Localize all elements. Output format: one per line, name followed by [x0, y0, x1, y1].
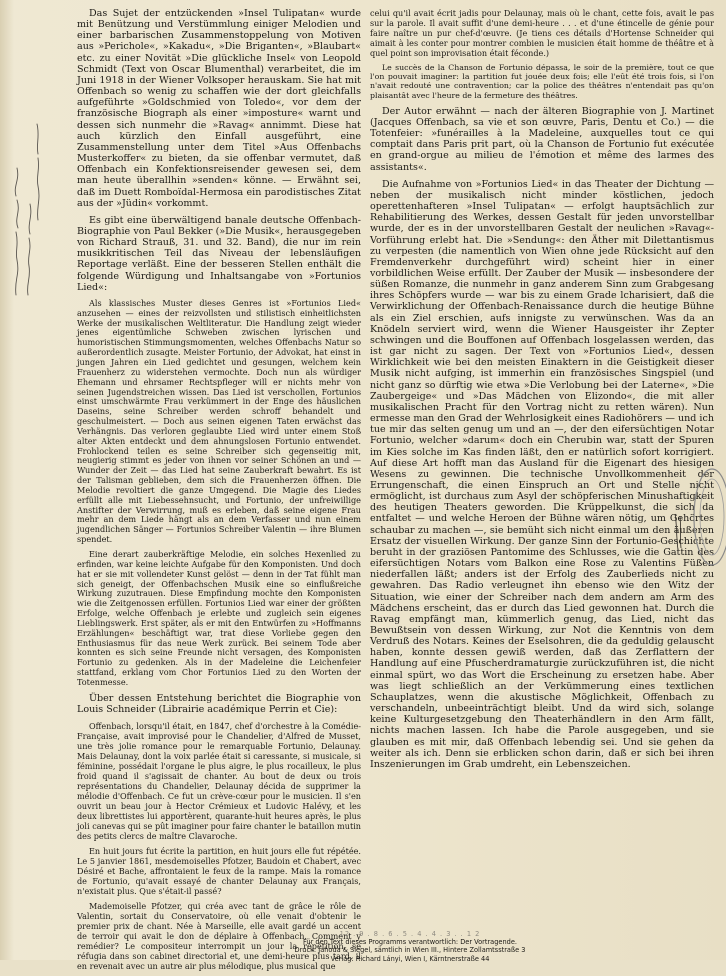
paragraph-martinet-funeral: Der Autor erwähnt — nach der älteren Biographie von J. Martinet (Jacques Offenbach, sa vie et son œuvre, Paris, Dentu et Co.) — die Totenfeier: »funérailles à la Madeleine, auxquelles tout ce qui comptait dans Paris prit part, où la Chanson de Fortunio fut exécutée en grand-orgue au milieu de l'émotion et même des larmes des assistants«.	[370, 105, 714, 173]
paragraph-radio-critique: Die Aufnahme von »Fortunios Lied« in das Theater der Dichtung — neben der musikalisch nicht minder köstlichen, jedoch operettenhafteren »Insel Tulipatan« — erfolgt hauptsächlich zur Rehabilitierung des Werkes, dessen Gestalt für jeden unvorstellbar wurde, der es in der unvorstellbaren Gestalt der neulichen »Ravag«-Vorführung erlebt hat. Die »Sendung«: den Äther mit Dilettantismus zu verpesten (die namentlich von Wien ohne jede Rücksicht auf den Fremdenverkehr durchgeführt wird) scheint hier in einer vorbildlichen Weise erfüllt. Der Zauber der Musik — insbesondere der süßen Romanze, die nunmehr in ganz anderem Sinn zum Grabgesang ihres Schöpfers wurde — war bis zu einem Grade lcharisiert, daß die Verwirklichung der Offenbach-Renaissance durch die heutige Bühne als ein Ziel erschien, aufs innigste zu verwünschen. Was da an Knödeln serviert wird, wenn die Wiener Hausgeister ihr Zepter schwingen und die Bouffonen auf Offenbach losgelassen werden, das ist gar nicht zu sagen. Der Text von »Fortunios Lied«, dessen Wirklichkeit wie bei den meisten Einaktern in die Geistigkeit dieser Musik nicht aufging, ist immerhin ein französisches Singspiel (und nicht ganz so dürftig wie etwa »Die Verlobung bei der Laterne«, »Die Zaubergeige« und »Das Mädchen von Elizondo«, die mit aller musikalischen Pracht für den Vortrag nicht zu retten wären). Nun ermesse man den Grad der Wehrlosigkeit eines Radiohörers — und ich tue mir das selten genug um und an —, der den eifersüchtigen Notar Fortunio, welcher »darum« doch ein Cherubin war, statt der Spuren im Kies solche im Kas finden läßt, den er natürlich sofort korrigiert. Auf diese Art hofft man das Ausland für die Eigenart des hiesigen Wesens zu gewinnen. Die technische Unvollkommenheit der Errungenschaft, die einen Einspruch an Ort und Stelle nicht ermöglicht, ist durchaus zum Asyl der schöpferischen Minushaftigkeit des heutigen Theaters geworden. Die Krüppelkunst, die sich da entfaltet — und welche Heroen der Bühne wären nötig, um Gehörtes schaubar zu machen —, sie bemüht sich nicht einmal um den äußeren Ersatz der visuellen Wirkung. Der ganze Sinn der Fortunio-Geschichte beruht in der graziösen Pantomime des Schlusses, wie die Gattin des eifersüchtigen Notars vom Balkon eine Rose zu Valentins Füßen niederfallen läßt; anders ist der Erfolg des Zauberlieds nicht zu gewahren. Das Radio verleugnet ihn ebenso wie den Witz der Situation, wie einer der Schreiber nach dem andern am Arm des Mädchens erscheint, das er durch das Lied gewonnen hat. Durch die Ravag empfängt man, kümmerlich genug, das Lied, nicht das Bewußtsein von dessen Wirkung, zur Not die Kenntnis von dem Verdruß des Notars. Keines der Eselsohren, die da geduldig gelauscht haben, konnte dessen gewiß werden, daß das Zerflattern der Handlung auf eine Pfuscherdramaturgie zurückzuführen ist, die nicht einmal spürt, wo das Wort die Erscheinung zu ersetzen habe. Aber was liegt schließlich an der Verkümmerung eines textlichen Schauplatzes, wenn die akustische Möglichkeit, Offenbach zu verschandeln, unbeeinträchtigt bleibt. Und da wird sich, solange keine Kulturgesetzgebung den Theaterhändlern in den Arm fällt, nichts machen lassen. Ich habe die Parole ausgegeben, und sie glauben es mit mir, daß Offenbach lebendig sei. Und sie gehen da weiter als ich. Denn sie erblicken schon darin, daß er sich bei ihren Inszenierungen im Grab umdreht, ein Lebenszeichen.	[370, 178, 714, 770]
note-chanson-success: Le succès de la Chanson de Fortunio dépassa, le soir de la première, tout ce que l'on pouvait imaginer: la partition fut jouée deux fois; elle l'eût été trois fois, si l'on n'avait redouté une contravention; car la police des théâtres n'entendait pas qu'on plaisantât avec l'heure de la fermeture des théâtres.	[370, 63, 714, 100]
handwritten-margin-note	[2, 100, 42, 300]
round-stamp-icon	[682, 462, 726, 572]
footer-faint-line: 12 . 9 . 8 . 6 . 5 . 4 . 4 . 3 . . 1 2	[339, 930, 481, 938]
right-column	[370, 8, 714, 776]
footer-printer: Druck: Jahoda & Siegel, sämtlich in Wien III., Hintere Zollamtsstraße 3	[294, 946, 526, 955]
paragraph-bekker-biography: Es gibt eine überwältigend banale deutsche Offenbach-Biographie von Paul Bekker (»Die Musik«, herausgegeben von Richard Strauß, 31. und 32. Band), die nur im rein musikkritischen Teil das Niveau der lebensläufigen Reportage verläßt. Eine der besseren Stellen enthält die folgende Würdigung und Inhaltsangabe von »Fortunios Lied«:	[77, 214, 361, 293]
pencil-scribble-icon	[2, 100, 42, 300]
imprint-footer	[240, 930, 580, 963]
french-quote-pfotzer: Mademoiselle Pfotzer, qui créa avec tant de grâce le rôle de Valentin, sortait du Conservatoire, où elle venait d'obtenir le premier prix de chant. Née à Marseille, elle avait gardé un accent de terroir qui avait le don de déplaire à Offenbach. Comment y remédier? Le compositeur interrompit un jour la répétition, se réfugia dans son cabinet directorial et, une demi-heure plus tard, il en revenait avec un autre air plus mélodique, plus musical que	[77, 901, 361, 972]
left-column	[77, 8, 361, 976]
footer-responsibility: Für den Text dieses Programms verantwortlich: Der Vortragende.	[302, 938, 517, 947]
paragraph-tulipatan: Das Sujet der entzückenden »Insel Tulipatan« wurde mit Benützung und Verstümmlung einiger Melodien und einer barbarischen Zusammenstoppelung von Motiven aus »Perichole«, »Kakadu«, »Die Briganten«, »Blaubart« etc. zu einer Novität »Die glückliche Insel« von Leopold Schmidt (Text von Oscar Blumenthal) verarbeitet, die im Juni 1918 in der Wiener Volksoper herauskam. Sie hat mit Offenbach so wenig zu schaffen wie der dort gleichfalls aufgeführte »Goldschmied von Toledo«, vor dem der französische Biograph als einer »imposture« warnt und dessen sich nunmehr die »Ravag« annimmt. Diese hat auch kürzlich den Einfall ausgeführt, eine Zusammenstellung unter dem Titel »Aus Offenbachs Musterkoffer« zu bieten, da sie offenbar vermutet, daß Offenbach ein Konfektionsreisender gewesen sei, dem man heute überallhin »senden« könne. — Erwähnt sei, daß im Duett Romboïdal-Hermosa ein parodistisches Zitat aus der »Jüdin« vorkommt.	[77, 8, 361, 209]
quote-fortunio-synopsis: Als klassisches Muster dieses Genres ist »Fortunios Lied« anzusehen — eines der reizvollsten und stilistisch einheitlichsten Werke der musikalischen Weltliteratur. Die Handlung zeigt wieder jenes eigentümliche Schweben zwischen lyrischen und humoristischen Stimmungsmomenten, welches Offenbachs Natur so außerordentlich zusagte. Meister Fortunio, der Advokat, hat einst in jungen Jahren ein Lied gedichtet und gesungen, welchem kein Frauenherz zu widerstehen vermochte. Doch nun als würdiger Ehemann und ehrsamer Rechtspfleger will er nichts mehr von seinen Jugendstreichen wissen. Das Lied ist verschollen, Fortunios einst umschwärmte Frau verkümmert in der Enge des häuslichen Daseins, seine Schreiber werden schroff behandelt und geschulmeistert. — Doch aus seinen eigenen Taten erwächst das Verhängnis. Das verloren geglaubte Lied wird unter einem Stoß alter Akten entdeckt und dem ahnungslosen Fortunio entwendet. Frohlockend teilen es seine Schreiber sich gegenseitig mit, neugierig stimmt es jeder von ihnen vor seiner Schönen an und — Wunder der Zeit — das Lied hat seine Zauberkraft bewahrt. Es ist der Talisman geblieben, dem sich die Frauenherzen öffnen. Die Melodie revoltiert die ganze Umgegend. Die Magie des Liedes erfüllt alle mit Liebessehnsucht, und Fortunio, der unfreiwillige Anstifter der Verwirrung, muß es erleben, daß seine eigene Frau mehr an dem Liede hängt als an dem Verfasser und nun einem jugendlichen Sänger — Fortunios Schreiber Valentin — ihre Blumen spendet.	[77, 297, 361, 545]
french-quote-continued: celui qu'il avait écrit jadis pour Delaunay, mais où le chant, cette fois, avait le pas sur la parole. Il avait suffit d'une demi-heure . . . et d'une étincelle de génie pour faire naître un pur chef-d'œuvre. (Je tiens ces détails d'Hortense Schneider qui aimait à les conter pour montrer combien le musicien était homme de théâtre et à quel point son improvisation était féconde.)	[370, 8, 714, 58]
footer-publisher: Verlag: Richard Lányi, Wien I, Kärntnerstraße 44	[330, 954, 490, 963]
paragraph-schneider-biography: Über dessen Entstehung berichtet die Biographie von Louis Schneider (Librairie académique Perrin et Cie):	[77, 692, 361, 715]
quote-fortunio-melody: Eine derart zauberkräftige Melodie, ein solches Hexenlied zu erfinden, war keine leichte Aufgabe für den Komponisten. Und doch hat er sie mit vollendeter Kunst gelöst — denn in der Tat fühlt man sich geneigt, der Offenbachschen Musik eine so einflußreiche Wirkung zuzutrauen. Diese Empfindung mochte den Komponisten wie die Zeitgenossen erfüllen. Fortunios Lied war einer der größten Erfolge, welche Offenbach je erlebte und zugleich sein eigenes Lieblingswerk. Erst später, als er mit den Entwürfen zu »Hoffmanns Erzählungen« beschäftigt war, trat diese Vorliebe gegen den Enthusiasmus für das neue Werk zurück. Bei seinem Tode aber konnten es sich seine Freunde nicht versagen, des Komponisten Fortunio zu gedenken. Als in der Madeleine die Leichenfeier stattfand, erklang vom Chor Fortunios Lied zu den Worten der Totenmesse.	[77, 549, 361, 687]
french-quote-premiere: En huit jours fut écrite la partition, en huit jours elle fut répétée. Le 5 janvier 1861, mesdemoiselles Pfotzer, Baudoin et Chabert, avec Désiré et Bache, affrontaient le feux de la rampe. Mais la romance de Fortunio, qu'avait essayé de chanter Delaunay aux Français, n'existait plus. Que s'était-il passé?	[77, 846, 361, 897]
library-stamp	[682, 462, 726, 572]
french-quote-chandelier: Offenbach, lorsqu'il était, en 1847, chef d'orchestre à la Comédie-Française, avait improvisé pour le Chandelier, d'Alfred de Musset, une très jolie romance pour le remarquable Fortunio, Delaunay. Mais Delaunay, dont la voix parlée était si caressante, si musicale, si féminine, possédait l'organe le plus aigre, le plus rocailleux, le plus froid quand il s'agissait de chanter. Au bout de deux ou trois représentations du Chandelier, Delaunay décida de supprimer la mélodie d'Offenbach. Ce fut un crève-cœur pour le musicien. Il s'en ouvrit un beau jour à Hector Crémieux et Ludovic Halévy, et les deux librettistes lui apportèrent, quarante-huit heures après, le plus joli canevas qui se pût imaginer pour faire chanter le bataillon mutin des petits clercs de maître Clavaroche.	[77, 721, 361, 842]
